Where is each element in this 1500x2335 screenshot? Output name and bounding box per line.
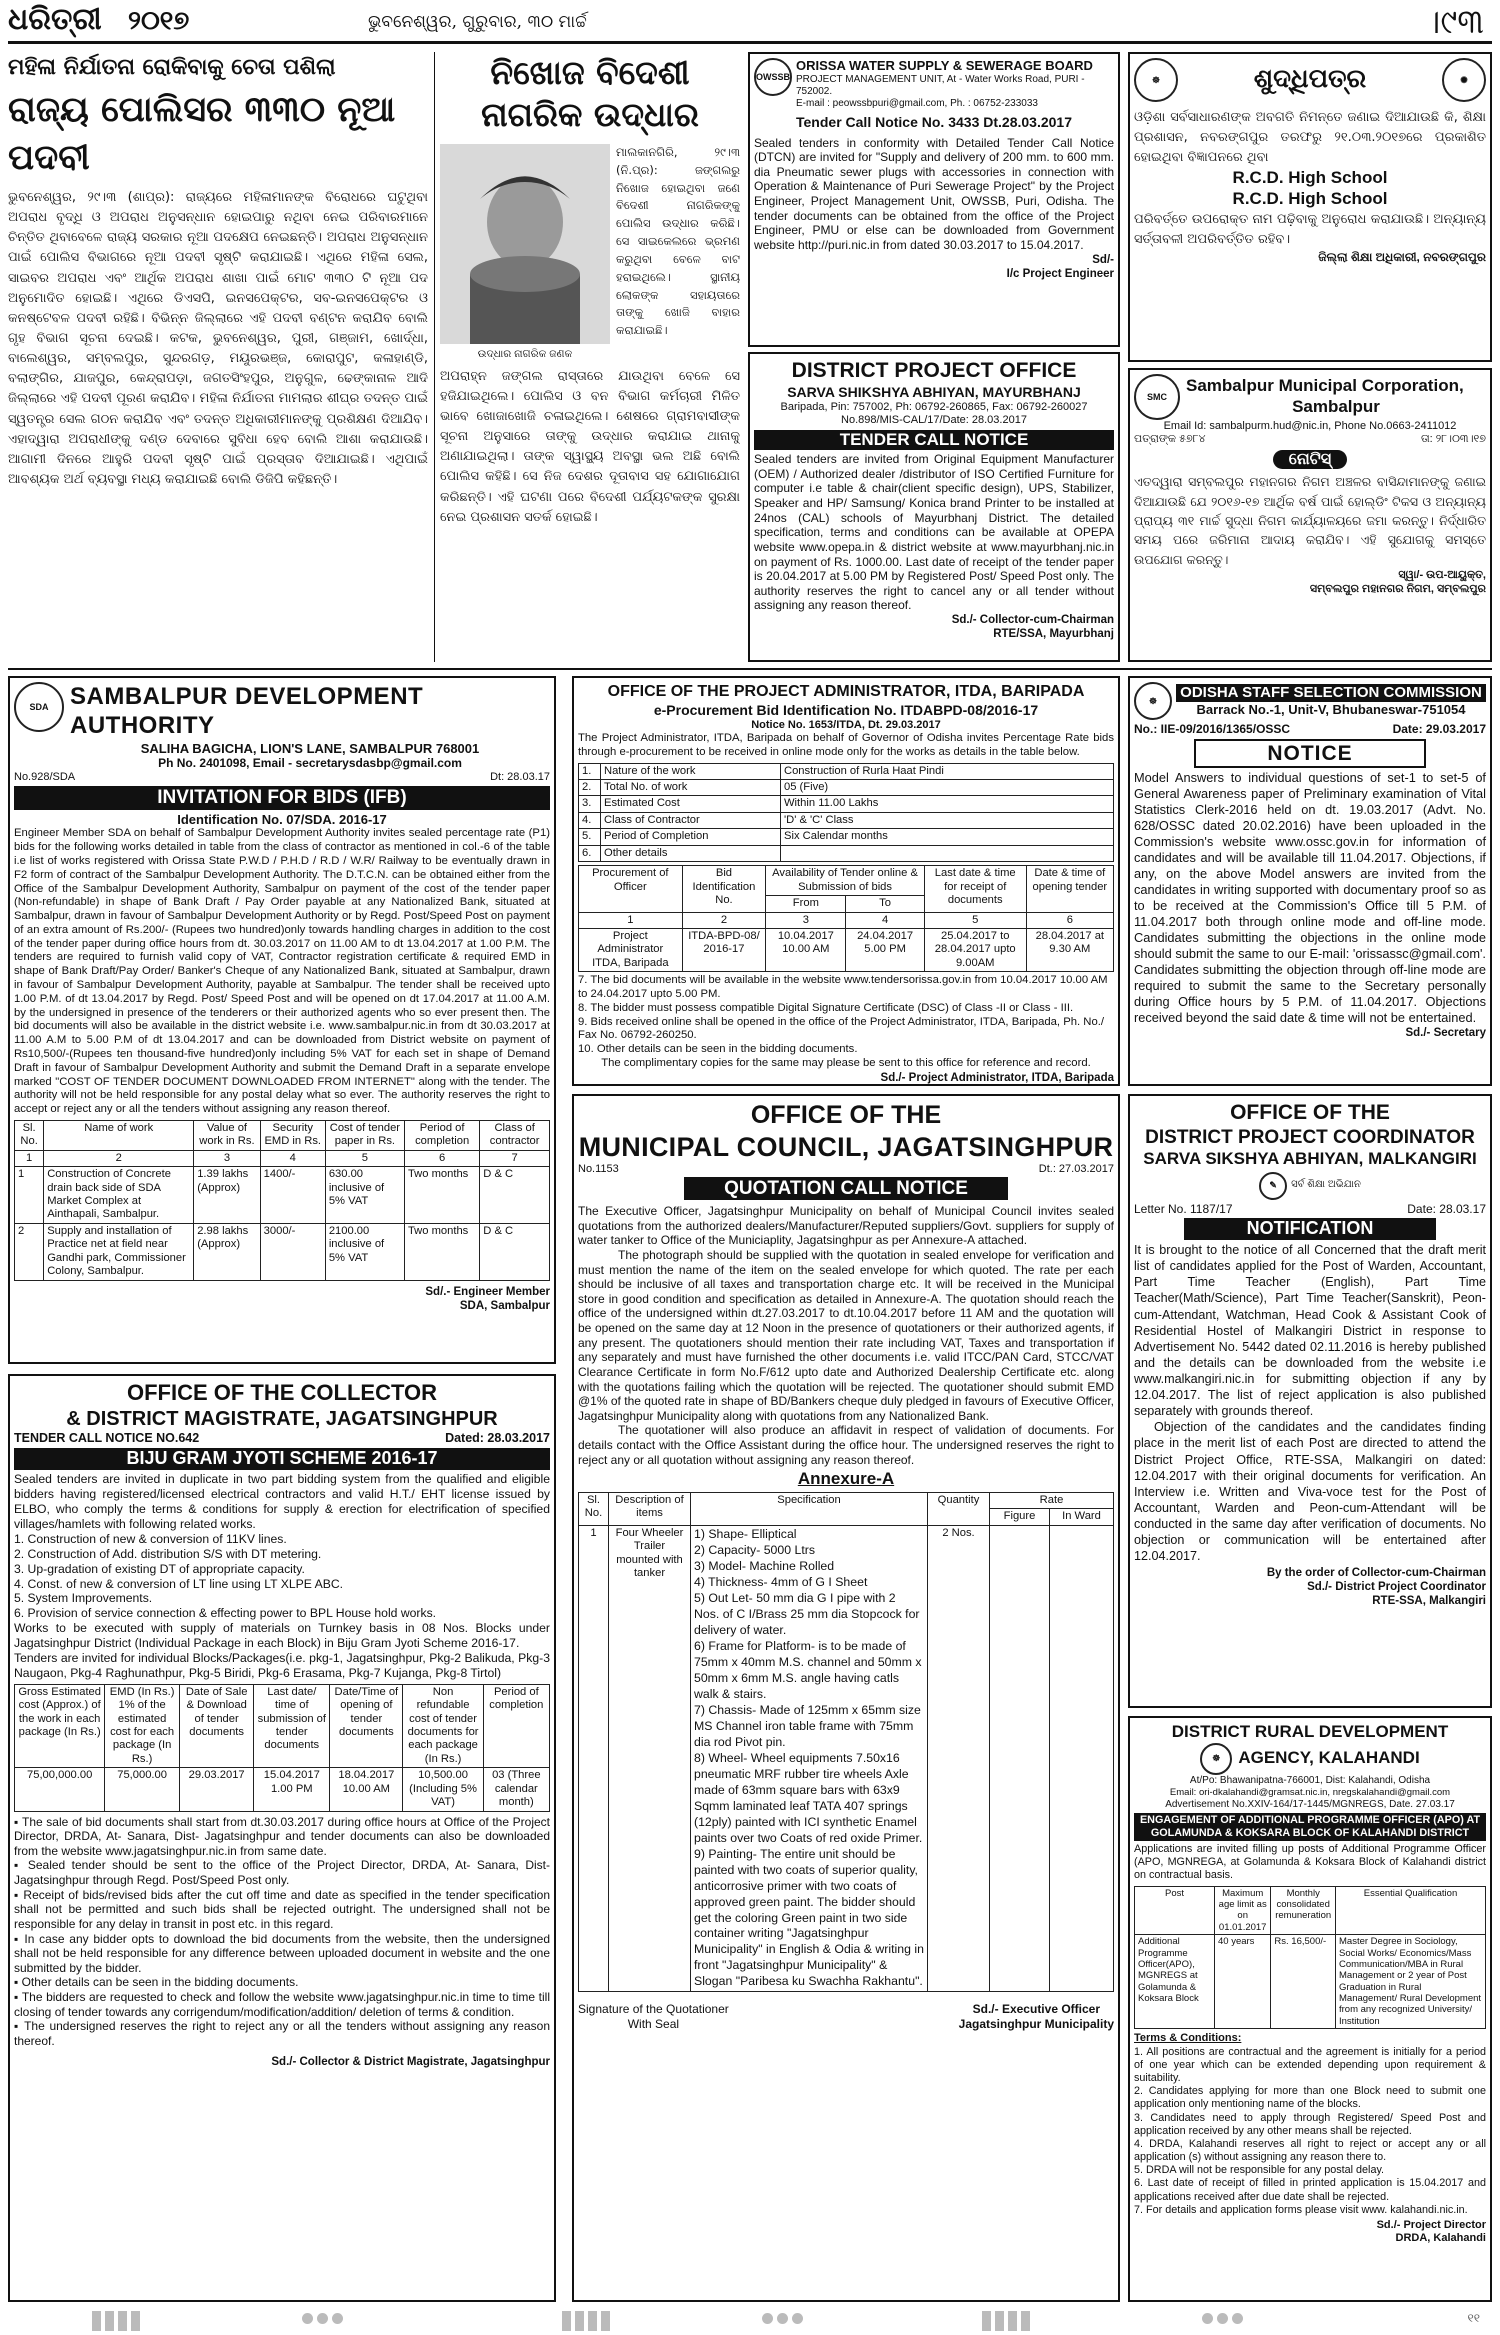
table-cell: 3	[766, 912, 846, 928]
ssa-logo-icon: ✎	[1259, 1172, 1287, 1200]
itda-sub: e-Procurement Bid Identification No. ITDABPD-08/2016-17	[653, 701, 1039, 718]
table-cell: Rs. 16,500/-	[1271, 1935, 1336, 2029]
drda-banner: ENGAGEMENT OF ADDITIONAL PROGRAMME OFFICER (APO) AT GOLAMUNDA & KOKSARA BLOCK OF KALAHANDI DISTRICT	[1134, 1813, 1486, 1841]
table-cell: Project Administrator ITDA, Baripada	[579, 928, 683, 971]
drda-logo-icon: ☸	[1200, 1743, 1232, 1775]
table-cell: ITDA-BPD-08/ 2016-17	[682, 928, 766, 971]
table-cell: 2	[15, 1223, 44, 1280]
table-cell: Master Degree in Sociology, Social Works/ Economics/Mass Communication/MBA in Rural Management or 2 year of Post Graduation in Rural Management/ Rural Development from any recognized University/ Institution	[1336, 1935, 1486, 2029]
table-cell: 4	[260, 1150, 325, 1166]
story-police-posts	[8, 52, 428, 662]
smc-letter-no: ପତ୍ରାଙ୍କ ୫୭୮୪	[1134, 433, 1206, 446]
table-cell: 1	[15, 1150, 44, 1166]
jspm-sig-right-1: Sd./- Executive Officer	[972, 2002, 1101, 2017]
table-header: Gross Estimated cost (Approx.) of the work in each package (In Rs.)	[15, 1684, 105, 1768]
ssa-mayurbhanj-ad	[748, 352, 1120, 662]
table-cell: 24.04.2017 5.00 PM	[846, 928, 924, 971]
sda-ifb-ad	[8, 676, 556, 1364]
sda-works-table	[14, 1120, 550, 1281]
smc-sign-1: ସ୍ୱା/- ଉପ-ଆୟୁକ୍ତ,	[1398, 569, 1486, 582]
table-row	[1135, 1935, 1486, 2029]
ssa-mk-title-1: OFFICE OF THE	[1230, 1101, 1390, 1124]
table-cell: Nature of the work	[601, 763, 781, 779]
coll-work: 6. Provision of service connection & effecting power to BPL House hold works.	[14, 1606, 437, 1621]
table-cell: 2100.00 inclusive of 5% VAT	[325, 1223, 404, 1280]
coll-body: Sealed tenders are invited in duplicate in two part bidding system from the qualified and eligible bidders having registered/licensed electrical contractors and valid H.T./ EHT license issued by ELBO, who comply the terms & conditions for supply & erection for electrification of specified villages/hamlets with following related works.	[14, 1472, 550, 1532]
drda-address: At/Po: Bhawanipatna-766001, Dist: Kalahandi, Odisha	[1189, 1774, 1431, 1786]
ssa-mk-date: Date: 28.03.17	[1407, 1201, 1486, 1216]
ssa-mk-ref: Letter No. 1187/17	[1134, 1201, 1233, 1216]
table-row	[579, 812, 1114, 828]
table-cell: 630.00 inclusive of 5% VAT	[325, 1167, 404, 1224]
drda-term: 1. All positions are contractual and the agreement is initially for a period of one year which can be extended depending upon requirement & suitability.	[1134, 2045, 1486, 2084]
table-header: In Ward	[1050, 1509, 1114, 1525]
divider	[8, 668, 1492, 670]
itda-eproc-ad	[572, 676, 1120, 1086]
coll-bullet: ▪ The sale of bid documents shall start from dt.30.03.2017 during office hours at Office of the Project Director, DRDA, At- Sanara, Dist- Jagatsinghpur and tender documents can also be downloaded from the website www.jagatsinghpur.nic.in from same date.	[14, 1814, 551, 1858]
story2-headline-1: ନିଖୋଜ ବିଦେଶୀ	[490, 53, 690, 92]
owssb-address: PROJECT MANAGEMENT UNIT, At - Water Works Road, PURI - 752002.	[796, 73, 1085, 98]
coll-bullet-text: The undersigned reserves the right to reject any or all the tenders without assigning any reason thereof.	[14, 2019, 550, 2048]
sda-title: SAMBALPUR DEVELOPMENT AUTHORITY	[70, 683, 424, 740]
sda-date: Dt: 28.03.17	[490, 771, 550, 784]
table-cell: Two months	[404, 1223, 479, 1280]
table-row	[579, 763, 1114, 779]
story1-headline: ରାଜ୍ୟ ପୋଲିସର ୩୩୦ ନୂଆ ପଦବୀ	[8, 89, 396, 178]
emblem-icon: ✺	[1442, 58, 1486, 102]
table-cell: 5	[325, 1150, 404, 1166]
table-header: Last date & time for receipt of documents	[924, 866, 1026, 912]
table-header: Date of Sale & Download of tender documents	[179, 1684, 254, 1768]
table-cell: 03 (Three calendar month)	[483, 1768, 549, 1811]
jspm-sig-left-2: With Seal	[627, 2017, 680, 2032]
smc-title-1: Sambalpur Municipal Corporation,	[1186, 376, 1464, 396]
itda-schedule-table	[578, 865, 1114, 972]
table-cell: 2	[44, 1150, 194, 1166]
table-row	[15, 1223, 550, 1280]
table-row	[579, 1525, 1114, 1992]
jspm-annex-title: Annexure-A	[797, 1469, 895, 1489]
table-row	[579, 845, 1114, 861]
table-cell: 05 (Five)	[781, 780, 1114, 796]
itda-title: OFFICE OF THE PROJECT ADMINISTRATOR, ITDA, BARIPADA	[607, 683, 1085, 700]
coll-body-2: Works to be executed with supply of materials on Turnkey basis in 08 Nos. Blocks under Jagatsinghpur District (Individual Package in each Block) in Biju Gram Jyoti Scheme 2016-17.	[14, 1621, 550, 1651]
table-cell: 2 Nos.	[928, 1525, 990, 1992]
table-cell: 25.04.2017 to 28.04.2017 upto 9.00AM	[924, 928, 1026, 971]
table-cell	[990, 1525, 1050, 1992]
table-cell: 7	[480, 1150, 550, 1166]
table-cell: Construction of Concrete drain back side of SDA Market Complex at Ainthapali, Sambalpur.	[44, 1167, 194, 1224]
coll-body-3: Tenders are invited for individual Blocks/Packages(i.e. pkg-1, Jagatsinghpur, Pkg-2 Balikuda, Pkg-3 Naugaon, Pkg-4 Raghunathpur, Pkg-5 Biridi, Pkg-6 Erasama, Pkg-7 Kujanga, Pkg-8 Tirtol)	[14, 1650, 550, 1680]
ssa-mb-sign-1: Sd./- Collector-cum-Chairman	[951, 614, 1114, 627]
corrigendum-sign: ଜିଲ୍ଲା ଶିକ୍ଷା ଅଧିକାରୀ, ନବରଙ୍ଗପୁର	[1318, 250, 1486, 265]
table-cell: 3000/-	[260, 1223, 325, 1280]
table-cell	[1050, 1525, 1114, 1992]
ssa-mk-sign-3: RTE-SSA, Malkangiri	[1372, 1595, 1486, 1608]
owssb-body: Sealed tenders in conformity with Detailed Tender Call Notice (DTCN) are invited for "Supply and delivery of 200 mm. to 600 mm. dia Pneumatic sewer plugs with accessories in connection with Operation & Maintenance of Puri Sewerage Project" by the Project Engineer, Project Management Unit, OWSSB, Puri, Odisha. The tender documents can be obtained from the office of the Project Engineer, PMU or else can be downloaded from Government website http://puri.nic.in from dated 30.03.2017 to 15.04.2017.	[754, 135, 1114, 252]
jspm-sig-right-2: Jagatsinghpur Municipality	[958, 2017, 1114, 2032]
table-cell: 2.98 lakhs (Approx)	[194, 1223, 260, 1280]
table-cell: 4	[846, 912, 924, 928]
coll-work: 1. Construction of new & conversion of 11KV lines.	[14, 1531, 287, 1546]
drda-term: 7. For details and application forms please visit www. kalahandi.nic.in.	[1134, 2203, 1468, 2216]
smc-contact: Email Id: sambalpurm.hud@nic.in, Phone No.0663-2411012	[1163, 420, 1457, 432]
coll-bullet: ▪ Other details can be seen in the bidding documents.	[14, 1975, 299, 1990]
table-cell: Two months	[404, 1167, 479, 1224]
table-header: EMD (In Rs.) 1% of the estimated cost for each package (In Rs.)	[105, 1684, 180, 1768]
coll-date: Dated: 28.03.2017	[445, 1431, 550, 1446]
table-header: Rate	[990, 1493, 1114, 1509]
table-header: Sl. No.	[579, 1493, 609, 1526]
sda-sign-2: SDA, Sambalpur	[459, 1299, 550, 1312]
ossc-logo-icon: ☸	[1134, 682, 1172, 720]
table-row	[15, 1167, 550, 1224]
table-row	[579, 829, 1114, 845]
story2-body-2: ଅପରାହ୍ନ ଜଙ୍ଗଲ ରାସ୍ତାରେ ଯାଉଥିବା ବେଳେ ସେ ହଜିଯାଇଥିଲେ। ପୋଲିସ ଓ ବନ ବିଭାଗ କର୍ମଚାରୀ ମିଳିତ ଭାବେ ଖୋଜାଖୋଜି ଚଳାଇଥିଲେ। ଶେଷରେ ଗ୍ରାମବାସୀଙ୍କ ସୂଚନା ଅନୁସାରେ ତାଙ୍କୁ ଉଦ୍ଧାର କରାଯାଇ ଥାନାକୁ ଅଣାଯାଇଥିଲା। ତାଙ୍କ ସ୍ୱାସ୍ଥ୍ୟ ଅବସ୍ଥା ଭଲ ଅଛି ବୋଲି ପୋଲିସ କହିଛି। ସେ ନିଜ ଦେଶର ଦୂତାବାସ ସହ ଯୋଗାଯୋଗ କରିଛନ୍ତି। ଏହି ଘଟଣା ପରେ ବିଦେଶୀ ପର୍ଯ୍ୟଟକଙ୍କ ସୁରକ୍ଷା ନେଇ ପ୍ରଶାସନ ସତର୍କ ହୋଇଛି।	[440, 368, 740, 525]
jspm-date: Dt.: 27.03.2017	[1038, 1163, 1114, 1176]
spec-item: 4) Thickness- 4mm of G I Sheet	[694, 1574, 868, 1589]
table-header: Security EMD in Rs.	[260, 1120, 325, 1150]
footer-page-number: ୧୧	[1467, 2311, 1480, 2325]
table-cell: Class of Contractor	[601, 812, 781, 828]
ssa-mk-body-1: It is brought to the notice of all Concerned that the draft merit list of candidates applied for the Post of Warden, Accountant, Part Time Teacher (English), Part Time Teacher(Math/Science), Part Time Teacher(Sanskrit), Peon-cum-Attendant, Watchman, Head Cook & Assistant Cook of Residential Hostel of Malkangiri District in response to Advertisement No. 5442 dated 02.11.2016 is hereby published and the details can be downloaded from the website i.e www.malkangiri.nic.in for submitting objection if any by 12.04.2017. The list of reject application is also published separately with grounds thereof.	[1134, 1243, 1486, 1419]
coll-bullet: ▪ The undersigned reserves the right to reject any or all the tenders without assigning any reason thereof.	[14, 2019, 550, 2048]
spec-item: 3) Model- Machine Rolled	[694, 1558, 835, 1573]
smc-title-2: Sambalpur	[1292, 397, 1380, 416]
table-header: Value of work in Rs.	[194, 1120, 260, 1150]
ssa-mk-body-2: Objection of the candidates and the candidates finding place in the merit list of each Post are directed to attend the District Project Office, RTE-SSA, Malkangiri on dated: 12.04.2017 with their original documents for verification. An Interview i.e. Written and Viva-voce test for the Post of Accountant, Warden and Peon-cum-Attendant will be conducted in the same day after verification of documents. No objection or communication will be entertained after 12.04.2017.	[1134, 1420, 1486, 1564]
smc-logo-icon: SMC	[1134, 374, 1180, 420]
drda-post-table	[1134, 1886, 1486, 2030]
table-cell: 1	[579, 912, 683, 928]
coll-ref: TENDER CALL NOTICE NO.642	[14, 1431, 200, 1446]
drda-sign-1: Sd./- Project Director	[1376, 2218, 1486, 2231]
divider	[434, 52, 435, 662]
table-cell: 6	[1026, 912, 1113, 928]
table-header: Sl. No.	[15, 1120, 44, 1150]
drda-term: 3. Candidates need to apply through Registered/ Speed Post and application received by any other means shall be rejected.	[1134, 2111, 1486, 2137]
table-cell: Other details	[601, 845, 781, 861]
drda-term: 2. Candidates applying for more than one Block need to submit one application only mentioning name of the blocks.	[1134, 2085, 1486, 2111]
ossc-address: Barrack No.-1, Unit-V, Bhubaneswar-751054	[1196, 702, 1466, 718]
smc-body: ଏତଦ୍ୱାରା ସମ୍ବଲପୁର ମହାନଗର ନିଗମ ଅଞ୍ଚଳର ବାସିନ୍ଦାମାନଙ୍କୁ ଜଣାଇ ଦିଆଯାଉଛି ଯେ ୨୦୧୬-୧୭ ଆର୍ଥିକ ବର୍ଷ ପାଇଁ ହୋଲ୍ଡିଂ ଟିକସ ଓ ଅନ୍ୟାନ୍ୟ ପ୍ରାପ୍ୟ ୩୧ ମାର୍ଚ୍ଚ ସୁଦ୍ଧା ନିଗମ କାର୍ଯ୍ୟାଳୟରେ ଜମା କରନ୍ତୁ। ନିର୍ଦ୍ଧାରିତ ସମୟ ପରେ ଜରିମାନା ଆଦାୟ କରାଯିବ। ଏହି ସୁଯୋଗକୁ ସମସ୍ତେ ଉପଯୋଗ କରନ୍ତୁ।	[1134, 474, 1486, 567]
table-cell: 1.	[579, 763, 601, 779]
table-cell: Supply and installation of Practice net at field near Gandhi park, Commissioner Colony, Sambalpur.	[44, 1223, 194, 1280]
itda-note: 7. The bid documents will be available in the website www.tendersorissa.gov.in from 10.04.2017 10.00 AM to 24.04.2017 upto 5.00 PM.	[578, 974, 1108, 1001]
table-cell: D & C	[480, 1223, 550, 1280]
ssa-mk-banner: NOTIFICATION	[1184, 1218, 1436, 1240]
ssa-mb-sign-2: RTE/SSA, Mayurbhanj	[993, 628, 1114, 641]
table-header: Cost of tender paper in Rs.	[325, 1120, 404, 1150]
table-cell	[781, 845, 1114, 861]
table-cell: 1	[579, 1525, 609, 1992]
table-row	[579, 780, 1114, 796]
table-cell: 5	[924, 912, 1026, 928]
odisha-emblem-icon: ☸	[1134, 58, 1178, 102]
ssa-mk-title-2: DISTRICT PROJECT COORDINATOR	[1145, 1126, 1475, 1148]
coll-banner: BIJU GRAM JYOTI SCHEME 2016-17	[14, 1448, 550, 1470]
table-cell: 4.	[579, 812, 601, 828]
ssa-mb-body: Sealed tenders are invited from Original Equipment Manufacturer (OEM) / Authorized dealer /distributor of ISO Certified Furniture for computer i.e table & chair(client specific design), UPS, Stabilizer, Speaker and HP/ Samsung/ Konica brand Printer to be installed at 24nos (CAL) schools of Mayurbhanj District. The detailed specification, terms and conditions can be available at OPEPA website www.opepa.in & district website at www.mayurbhanj.nic.in on payment of Rs. 1000.00. Last date of receipt of the tender paper is 20.04.2017 at 5.00 PM by Registered Post/ Speed Post only. The authority reserves the right to cancel any or all tender without assigning any reason thereof.	[754, 452, 1114, 613]
sda-banner: INVITATION FOR BIDS (IFB)	[14, 786, 550, 809]
table-cell: 10,500.00 (Including 5% VAT)	[403, 1768, 483, 1811]
table-header: Date/Time of opening of tender documents	[330, 1684, 403, 1768]
table-cell: 1400/-	[260, 1167, 325, 1224]
drda-terms-title: Terms & Conditions:	[1134, 2032, 1242, 2045]
table-cell: Four Wheeler Trailer mounted with tanker	[609, 1525, 691, 1992]
jspm-title-1: OFFICE OF THE	[750, 1101, 942, 1129]
story2-body-1: ମାଲକାନଗିରି, ୨୯।୩ (ନି.ପ୍ର): ଜଙ୍ଗଲରୁ ନିଖୋଜ ହୋଇଥିବା ଜଣେ ବିଦେଶୀ ନାଗରିକଙ୍କୁ ପୋଲିସ ଉଦ୍ଧାର କରିଛି। ସେ ସାଇକେଲରେ ଭ୍ରମଣ କରୁଥିବା ବେଳେ ବାଟ ହରାଇଥିଲେ। ସ୍ଥାନୀୟ ଲୋକଙ୍କ ସହାୟତାରେ ତାଙ୍କୁ ଖୋଜି ବାହାର କରାଯାଇଛି।	[616, 145, 740, 338]
ossc-sign: Sd./- Secretary	[1405, 1026, 1486, 1039]
table-cell: 10.04.2017 10.00 AM	[766, 928, 846, 971]
story-foreigner-rescue	[440, 52, 740, 662]
owssb-org: ORISSA WATER SUPPLY & SEWERAGE BOARD	[796, 58, 1093, 73]
ssa-mk-title-3: SARVA SIKSHYA ABHIYAN, MALKANGIRI	[1143, 1148, 1477, 1168]
jspm-annex-table	[578, 1492, 1114, 1992]
smc-sign-2: ସମ୍ବଲପୁର ମହାନଗର ନିଗମ, ସମ୍ବଲପୁର	[1309, 582, 1486, 595]
table-header: Procurement of Officer	[579, 866, 683, 912]
drda-sign-2: DRDA, Kalahandi	[1395, 2232, 1486, 2245]
ssa-mb-address: Baripada, Pin: 757002, Ph: 06792-260865, Fax: 06792-260027	[780, 400, 1088, 413]
sda-ident: Identification No. 07/SDA. 2016-17	[177, 811, 387, 827]
table-row	[579, 796, 1114, 812]
table-header: To	[846, 896, 924, 912]
table-cell: 2	[682, 912, 766, 928]
table-cell: 2.	[579, 780, 601, 796]
table-cell: 29.03.2017	[179, 1768, 254, 1811]
table-header: Date & time of opening tender	[1026, 866, 1113, 912]
itda-body: The Project Administrator, ITDA, Baripada on behalf of Governor of Odisha invites Percentage Rate bids through e-procurement to be received in online mode only for the works as details in the table below.	[578, 732, 1114, 758]
foreigner-photo	[440, 144, 610, 344]
drda-term: 5. DRDA will not be responsible for any postal delay.	[1134, 2164, 1385, 2177]
coll-bullet-text: Receipt of bids/revised bids after the cut off time and date as specified in the tender specification shall not be permitted and such bids shall be rejected outright. The undersigned shall not be responsible for any delay in transit in post etc. in this regard.	[14, 1887, 550, 1931]
coll-bullet: ▪ The bidders are requested to check and follow the website www.jagatsinghpur.nic.in time to time till closing of tender towards any corrigendum/modification/addition/ deletion of terms & condition.	[14, 1990, 550, 2019]
ssa-mk-sign-1: By the order of Collector-cum-Chairman	[1266, 1567, 1486, 1580]
table-cell: 6.	[579, 845, 601, 861]
ssa-mb-ref: No.898/MIS-CAL/17/Date: 28.03.2017	[841, 414, 1027, 427]
table-row	[15, 1768, 550, 1811]
page-number: ।୯୩	[1425, 2, 1484, 42]
coll-bullet: ▪ Sealed tender should be sent to the office of the Project Director, DRDA, At- Sanara, Dist- Jagatsinghpur through Regd. Post/Speed Post only.	[14, 1858, 551, 1888]
table-cell: Period of Completion	[601, 829, 781, 845]
smc-notice-label: ନୋଟିସ୍	[1273, 450, 1347, 469]
masthead	[8, 0, 1492, 44]
table-header: Essential Qualification	[1336, 1886, 1486, 1935]
coll-tender-table	[14, 1684, 550, 1812]
drda-title-1: DISTRICT RURAL DEVELOPMENT	[1171, 1722, 1449, 1741]
coll-title-2: & DISTRICT MAGISTRATE, JAGATSINGHPUR	[66, 1407, 498, 1430]
coll-bullet-text: In case any bidder opts to download the bid documents from the website, then the undersigned shall not be held responsible for any difference between uploaded document in website and the one submitted by the bidder.	[14, 1931, 550, 1975]
coll-work: 4. Const. of new & conversion of LT line using LT XLPE ABC.	[14, 1576, 344, 1591]
table-cell: 'D' & 'C' Class	[781, 812, 1114, 828]
coll-sign: Sd./- Collector & District Magistrate, Jagatsinghpur	[271, 2055, 550, 2068]
smc-date: ତା: ୨୮।୦୩।୧୭	[1420, 433, 1486, 446]
jsp-municipal-ad	[572, 1094, 1120, 2302]
table-cell: 75,00,000.00	[15, 1768, 105, 1811]
jspm-title-2: MUNICIPAL COUNCIL, JAGATSINGHPUR	[578, 1131, 1114, 1162]
table-cell: 15.04.2017 1.00 PM	[254, 1768, 330, 1811]
sda-body: Engineer Member SDA on behalf of Sambalpur Development Authority invites sealed percentage rate (P1) bids for the following works detailed in table from the class of contractor as mentioned in col.-6 of the table i.e list of works registered with Orissa State P.W.D / P.H.D / R.D / W.R/ Railway to be eventually drawn in F2 form of contract of the Sambalpur Development Authority. The D.T.C.N. can be obtained either from the Office of the Sambalpur Development Authority, Sambalpur on payment of the cost of the tender paper (Non-refundable) in shape of Bank Draft / Pay Order payable at any Nationalized Bank, situated at Sambalpur, drawn in favour of Sambalpur Development Authority or by Regd. Post/Speed Post on payment of an extra amount of Rs.200/- (Rupees two hundred)only towards handling charges in addition to the cost of the tender paper during office hours from dt. 30.03.2017 on 11.00 AM to dt 13.04.2017 at 1.00 P.M. The tenders are required to furnish valid copy of VAT, Contractor registration certificate & required EMD in shape of Bank Draft/Pay Order/ Banker's Cheque of any Nationalized Bank, situated at Sambalpur, drawn in favour of Sambalpur Development Authority, payable at Sambalpur. The tender shall be received upto 1.00 P.M. of dt 13.04.2017 by Regd. Post/ Speed Post and will be opened on dt 17.04.2017 at 11.00 A.M. by the undersigned in presence of the tenderers or their authorized agents who so ever present then. The bid documents will also be available in the district website i.e. www.sambalpur.nic.in from dt 30.03.2017 at 11.00 A.M to 5.00 P.M of dt 13.04.2017 and can be downloaded from District website on payment of Rs10,500/-(Rupees ten thousand-five hundred)only including 5% VAT for each set in shape of Demand Draft in favour of Sambalpur Development Authority and submit the Demand Draft in a separate envelope marked "COST OF TENDER DOCUMENT DOWNLOADED FROM INTERNET" along with the tender. The authority will not be held responsible for any postal delay what so ever. The authority reserves the right to accept or reject any or all the tenders without assigning any reason thereof.	[14, 827, 550, 1116]
table-cell: 40 years	[1215, 1935, 1271, 2029]
ssa-logo-caption: ସର୍ବ ଶିକ୍ଷା ଅଭିଯାନ	[1291, 1179, 1361, 1191]
drda-body: Applications are invited filling up posts of Additional Programme Officer (APO, MGNREGA, at Golamunda & Koksara Block of Kalahandi district on contractual basis.	[1134, 1843, 1486, 1882]
story2-headline-2: ନାଗରିକ ଉଦ୍ଧାର	[481, 95, 699, 134]
table-header: Specification	[691, 1493, 928, 1526]
table-header: Period of completion	[483, 1684, 549, 1768]
dateline: ଭୁବନେଶ୍ୱର, ଗୁରୁବାର, ୩୦ ମାର୍ଚ୍ଚ	[368, 12, 587, 32]
table-header: Class of contractor	[480, 1120, 550, 1150]
ossc-ref: No.: IIE-09/2016/1365/OSSC	[1134, 722, 1291, 736]
jspm-sig-left-1: Signature of the Quotationer	[578, 2002, 729, 2017]
corrigendum-body: ଓଡ଼ିଶା ସର୍ବସାଧାରଣଙ୍କ ଅବଗତି ନିମନ୍ତେ ଜଣାଇ ଦିଆଯାଉଛି କି, ଶିକ୍ଷା ପ୍ରଶାସନ, ନବରଙ୍ଗପୁର ତରଫରୁ ୨୧.୦୩.୨୦୧୭ରେ ପ୍ରକାଶିତ ହୋଇଥିବା ବିଜ୍ଞାପନରେ ଥିବା	[1134, 110, 1486, 166]
ssa-mk-sign-2: Sd./- District Project Coordinator	[1307, 1581, 1486, 1594]
owssb-contact: E-mail : peowssbpuri@gmail.com, Ph. : 06752-233033	[796, 98, 1038, 110]
sda-logo-icon: SDA	[14, 682, 64, 732]
table-row	[579, 928, 1114, 971]
jspm-banner: QUOTATION CALL NOTICE	[684, 1177, 1008, 1200]
coll-bullet-text: Sealed tender should be sent to the office of the Project Director, DRDA, At- Sanara, Dist- Jagatsinghpur through Regd. Post/Speed Post only.	[14, 1858, 551, 1888]
ossc-notice-ad	[1128, 676, 1492, 1086]
drda-title-2: AGENCY, KALAHANDI	[1238, 1748, 1420, 1768]
coll-bullet-text: The sale of bid documents shall start from dt.30.03.2017 during office hours at Office of the Project Director, DRDA, At- Sanara, Dist- Jagatsinghpur and tender documents can also be downloaded from the website www.jagatsinghpur.nic.in from same date.	[14, 1814, 551, 1858]
table-cell: 3	[194, 1150, 260, 1166]
drda-advt: Advertisement No.XXIV-164/17-1445/MGNREGS, Date. 27.03.17	[1165, 1798, 1455, 1810]
table-header: Availability of Tender online & Submission of bids	[766, 866, 925, 896]
spec-item: 8) Wheel- Wheel equipments 7.50x16 pneumatic MRF rubber tire wheels Axle made of 63mm square bars with 63x9 Sqmm laminated leaf TATA 407 springs (12ply) painted with ICI synthetic Enamel paints over two Coats of red oxide Primer.	[694, 1750, 923, 1845]
coll-bullet-text: The bidders are requested to check and follow the website www.jagatsinghpur.nic.in time to time till closing of tender towards any corrigendum/modification/addition/ deletion of terms & condition.	[14, 1990, 550, 2019]
owssb-sign-1: Sd/-	[1092, 253, 1114, 266]
spec-item: 7) Chassis- Made of 125mm x 65mm size MS Channel iron table frame with 75mm dia rod Pivot pin.	[694, 1702, 921, 1749]
jspm-body-2: The photograph should be supplied with the quotation in sealed envelope for verification and must mention the name of the item on the sealed envelope for which quoted. The rate per each should be inclusive of all taxes and transportation charge etc. It will be received in the Municipal store in good condition and specification as detailed in Annexure-A. The quotation should reach the office of the undersigned within dt.27.03.2017 to dt.10.04.2017 before 11 AM and the quotation will be opened on the same day at 12 Noon in the presence of quotationers or their authorized agents, if any present. The quotationers should mention their rate including VAT, Taxes and transportation if any separately and must have furnished the other documents i.e. valid ITCC/PAN Card, STCC/VAT Clearance Certificate in form No.F/612 upto date and Authorized Dealership Certificate etc. along with the quotations failing which the quotation will be rejected. The quotationer should submit EMD @1% of the quoted rate in shape of BD/Bankers cheque duly pledged in favours of Executive Officer, Jagatsinghpur Municipality along with quotations from any Nationalized Bank.	[578, 1247, 1114, 1423]
ossc-title: ODISHA STAFF SELECTION COMMISSION	[1176, 684, 1486, 702]
table-cell: D & C	[480, 1167, 550, 1224]
table-header: Figure	[990, 1509, 1050, 1525]
ssa-mb-sub: SARVA SHIKSHYA ABHIYAN, MAYURBHANJ	[787, 383, 1081, 400]
table-cell: 18.04.2017 10.00 AM	[330, 1768, 403, 1811]
table-header: From	[766, 896, 846, 912]
coll-bullet-text: Other details can be seen in the bidding documents.	[21, 1975, 299, 1990]
itda-sign: Sd./- Project Administrator, ITDA, Baripada	[880, 1071, 1114, 1084]
table-cell: Construction of Rurla Haat Pindi	[781, 763, 1114, 779]
spec-item: 2) Capacity- 5000 Ltrs	[694, 1542, 815, 1557]
school-name-2: R.C.D. High School	[1232, 189, 1388, 209]
table-header: Post	[1135, 1886, 1215, 1935]
table-header: Quantity	[928, 1493, 990, 1526]
table-header: Bid Identification No.	[682, 866, 766, 912]
owssb-tender-ad	[748, 52, 1120, 347]
sda-contact: Ph No. 2401098, Email - secretarysdasbp@gmail.com	[158, 756, 462, 771]
coll-title-1: OFFICE OF THE COLLECTOR	[126, 1380, 438, 1405]
page-year: ୨୦୧୭	[128, 6, 190, 36]
table-header: Maximum age limit as on 01.01.2017	[1215, 1886, 1271, 1935]
ossc-body: Model Answers to individual questions of set-1 to set-5 of General Awareness paper of Preliminary examination of Vital Statistics Clerk-2016 held on dt. 19.03.2017 (Advt. No. 628/OSSC dated 20.02.2016) have been uploaded in the Commission's website www.ossc.gov.in for information of candidates and will be available till 11.04.2017. Objections, if any, on the above Model answers are invited from the candidates in writing supported with documentary proof so as to be received at the Commission's Office till 5 P.M. of 11.04.2017 both through online mode and off-line mode. Candidates submitting the objections in the online mode should submit the same to our E-mail: 'orissassc@gmail.com'. Candidates submitting the objection through off-line mode are required to submit the same to the Secretary personally during Office hours by 5 P.M. of 11.04.2017. Objections received beyond the said date & time will not be entertained.	[1134, 770, 1486, 1025]
table-cell: 1.39 lakhs (Approx)	[194, 1167, 260, 1224]
ssa-malkangiri-ad	[1128, 1094, 1492, 1708]
coll-bullet: ▪ Receipt of bids/revised bids after the cut off time and date as specified in the tender specification shall not be permitted and such bids shall be rejected outright. The undersigned shall not be responsible for any delay in transit in post etc. in this regard.	[14, 1887, 550, 1931]
corrigendum-title: ଶୁଦ୍ଧିପତ୍ର	[1253, 64, 1367, 95]
owssb-notice-title: Tender Call Notice No. 3433 Dt.28.03.2017	[796, 114, 1072, 131]
table-header: Non refundable cost of tender documents for each package (In Rs.)	[403, 1684, 483, 1768]
drda-kalahandi-ad	[1128, 1716, 1492, 2302]
itda-note: 8. The bidder must possess compatible Digital Signature Certificate (DSC) of Class -II or Class - III.	[578, 1001, 1074, 1014]
drda-email: Email: ori-dkalahandi@gramsat.nic.in, nregskalahandi@gmail.com	[1169, 1786, 1451, 1798]
ssa-mb-banner: TENDER CALL NOTICE	[754, 430, 1114, 451]
tanker-spec-list	[691, 1525, 928, 1992]
table-header: Name of work	[44, 1120, 194, 1150]
print-registration-bar	[0, 2305, 1500, 2335]
ossc-date: Date: 29.03.2017	[1392, 722, 1486, 736]
table-cell: 3.	[579, 796, 601, 812]
newspaper-name: ଧରିତ୍ରୀ	[8, 2, 102, 37]
table-cell: Six Calendar months	[781, 829, 1114, 845]
table-header: Monthly consolidated remuneration	[1271, 1886, 1336, 1935]
coll-work: 2. Construction of Add. distribution S/S with DT metering.	[14, 1546, 322, 1561]
jspm-body-3: The quotationer will also produce an affidavit in respect of validation of documents. For details contact with the Office Assistant during the office hour. The undersigned reserves the right to reject any or all quotation without assigning any reason thereof.	[578, 1423, 1114, 1467]
sda-sign-1: Sd/.- Engineer Member	[425, 1285, 550, 1298]
sda-address: SALIHA BAGICHA, LION'S LANE, SAMBALPUR 768001	[140, 740, 480, 756]
table-cell: Estimated Cost	[601, 796, 781, 812]
photo-caption: ଉଦ୍ଧାର ନାଗରିକ ଜଣକ	[477, 347, 573, 360]
table-header: Period of completion	[404, 1120, 479, 1150]
story1-body: ଭୁବନେଶ୍ୱର, ୨୯।୩ (ଶାପ୍ର): ରାଜ୍ୟରେ ମହିଳାମାନଙ୍କ ବିରୋଧରେ ଘଟୁଥିବା ଅପରାଧ ବୃଦ୍ଧି ଓ ଅପରାଧ ଅନୁସନ୍ଧାନ ହୋଇପାରୁ ନଥିବା ନେଇ ପରିବାରମାନେ ଚିନ୍ତିତ ଥିବାବେଳେ ରାଜ୍ୟ ସରକାର ନୂଆ ପଦକ୍ଷେପ ନେଇଛନ୍ତି। ଅପରାଧ ଅନୁସନ୍ଧାନ ପାଇଁ ପୋଲିସ ବିଭାଗରେ ନୂଆ ପଦବୀ ସୃଷ୍ଟି କରାଯାଇଛି। ଏଥିରେ ମହିଳା ସେଲ, ସାଇବର ଅପରାଧ ଏବଂ ଆର୍ଥିକ ଅପରାଧ ଶାଖା ପାଇଁ ମୋଟ ୩୩୦ ଟି ନୂଆ ପଦ ଅନୁମୋଦିତ ହୋଇଛି। ଏଥିରେ ଡିଏସପି, ଇନସପେକ୍ଟର, ସବ-ଇନସପେକ୍ଟର ଓ କନଷ୍ଟେବଳ ପଦବୀ ରହିଛି। ବିଭିନ୍ନ ଜିଲ୍ଲାରେ ଏହି ପଦବୀ ବଣ୍ଟନ କରାଯିବ ବୋଲି ଗୃହ ବିଭାଗ ସୂଚନା ଦେଇଛି। କଟକ, ଭୁବନେଶ୍ୱର, ପୁରୀ, ଗଞ୍ଜାମ, ଖୋର୍ଦ୍ଧା, ବାଲେଶ୍ୱର, ସମ୍ବଲପୁର, ସୁନ୍ଦରଗଡ଼, ମୟୂରଭଞ୍ଜ, କୋରାପୁଟ, କଳାହାଣ୍ଡି, ବଲାଙ୍ଗିର, ଯାଜପୁର, କେନ୍ଦ୍ରାପଡ଼ା, ଜଗତସିଂହପୁର, ଅନୁଗୁଳ, ଢେଙ୍କାନାଳ ଆଦି ଜିଲ୍ଲାରେ ଏହି ପଦବୀ ପୂରଣ କରାଯିବ। ମହିଳା ନିର୍ଯାତନା ମାମଲାର ଶୀଘ୍ର ତଦନ୍ତ ପାଇଁ ସ୍ୱତନ୍ତ୍ର ସେଲ ଗଠନ କରାଯିବ ଏବଂ ତଦନ୍ତ ଅଧିକାରୀମାନଙ୍କୁ ପ୍ରଶିକ୍ଷଣ ଦିଆଯିବ। ଏହାଦ୍ୱାରା ଅପରାଧୀଙ୍କୁ ଦଣ୍ଡ ଦେବାରେ ସୁବିଧା ହେବ ବୋଲି ଆଶା କରାଯାଉଛି। ଆଗାମୀ ଦିନରେ ଆହୁରି ପଦବୀ ସୃଷ୍ଟି ପାଇଁ ପ୍ରସ୍ତାବ ଦିଆଯାଇଛି। ଏଥିପାଇଁ ଆବଶ୍ୟକ ଅର୍ଥ ବ୍ୟବସ୍ଥା ମଧ୍ୟ କରାଯାଇଛି ବୋଲି ଡିଜିପି କହିଛନ୍ତି।	[8, 190, 428, 487]
itda-ref: Notice No. 1653/ITDA, Dt. 29.03.2017	[751, 718, 941, 731]
story1-kicker: ମହିଳା ନିର୍ଯାତନା ରୋକିବାକୁ ଚେତା ପଶିଲା	[8, 54, 336, 80]
spec-item: 5) Out Let- 50 mm dia G I pipe with 2 Nos. of C I/Brass 25 mm dia Stopcock for delivery of water.	[694, 1590, 920, 1637]
itda-details-table	[578, 763, 1114, 863]
table-cell: 6	[404, 1150, 479, 1166]
corrigendum-ad	[1128, 52, 1492, 362]
coll-work: 3. Up-gradation of existing DT of appropriate capacity.	[14, 1561, 305, 1576]
coll-bullet: ▪ In case any bidder opts to download the bid documents from the website, then the undersigned shall not be held responsible for any difference between uploaded document in website and the one submitted by the bidder.	[14, 1931, 550, 1975]
table-cell: Additional Programme Officer(APO), MGNREGS at Golamunda & Koksara Block	[1135, 1935, 1215, 2029]
sda-ref: No.928/SDA	[14, 771, 76, 784]
table-cell: 5.	[579, 829, 601, 845]
itda-note: 9. Bids received online shall be opened in the office of the Project Administrator, ITDA, Baripada, Ph. No./ Fax No. 06792-260250.	[578, 1015, 1105, 1042]
coll-work: 5. System Improvements.	[14, 1591, 153, 1606]
spec-item: 1) Shape- Elliptical	[694, 1526, 797, 1541]
itda-note: 10. Other details can be seen in the bidding documents.	[578, 1043, 858, 1056]
collector-jsp-ad	[8, 1374, 556, 2302]
ossc-banner: NOTICE	[1194, 739, 1426, 769]
table-cell: 75,000.00	[105, 1768, 180, 1811]
sambalpur-mc-ad	[1128, 368, 1492, 662]
school-name-1: R.C.D. High School	[1232, 168, 1388, 188]
jspm-body-1: The Executive Officer, Jagatsinghpur Municipality on behalf of Municipal Council invites sealed quotations from the authorized dealers/Manufacturer/Reputed suppliers/Govt. suppliers for supply of water tanker to Office of the Municiaplity, Jagatsinghpur as per Annexure-A attached.	[578, 1204, 1114, 1248]
table-header: Description of items	[609, 1493, 691, 1526]
table-cell: 1	[15, 1167, 44, 1224]
jspm-ref: No.1153	[578, 1163, 619, 1176]
table-header: Last date/ time of submission of tender documents	[254, 1684, 330, 1768]
table-cell: Within 11.00 Lakhs	[781, 796, 1114, 812]
drda-term: 4. DRDA, Kalahandi reserves all right to reject or accept any or all application (s) without assigning any reason there to.	[1134, 2137, 1486, 2164]
spec-item: 9) Painting- The entire unit should be painted with two coats of superior quality, anticorrosive primer with two coats of approved green paint. The bidder should get the coloring Green paint in two side container writing "Jagatsinghpur Municipality" in English & Odia & writing in front "Jagatsinghpur Municipality" & Slogan "Paribesa ku Swachha Rakhantu".	[694, 1846, 924, 1989]
ssa-mb-title: DISTRICT PROJECT OFFICE	[791, 359, 1077, 382]
table-cell: Total No. of work	[601, 780, 781, 796]
owssb-sign-2: I/c Project Engineer	[1006, 267, 1114, 280]
owssb-logo-icon: OWSSB	[754, 58, 792, 96]
table-cell: 28.04.2017 at 9.30 AM	[1026, 928, 1113, 971]
spec-item: 6) Frame for Platform- is to be made of 75mm x 40mm M.S. channel and 50mm x 50mm x 6mm M.S. angle having catls walk & stairs.	[694, 1638, 922, 1701]
corrigendum-body-2: ପରିବର୍ତ୍ତେ ଉପରୋକ୍ତ ନାମ ପଢ଼ିବାକୁ ଅନୁରୋଧ କରାଯାଉଛି। ଅନ୍ୟାନ୍ୟ ସର୍ତ୍ତାବଳୀ ଅପରିବର୍ତ୍ତିତ ରହିବ।	[1134, 211, 1486, 248]
itda-closing: The complimentary copies for the same may please be sent to this office for reference and record.	[601, 1056, 1091, 1069]
drda-term: 6. Last date of receipt of filled in printed application is 15.04.2017 and applications received after due date shall be rejected.	[1134, 2177, 1486, 2203]
